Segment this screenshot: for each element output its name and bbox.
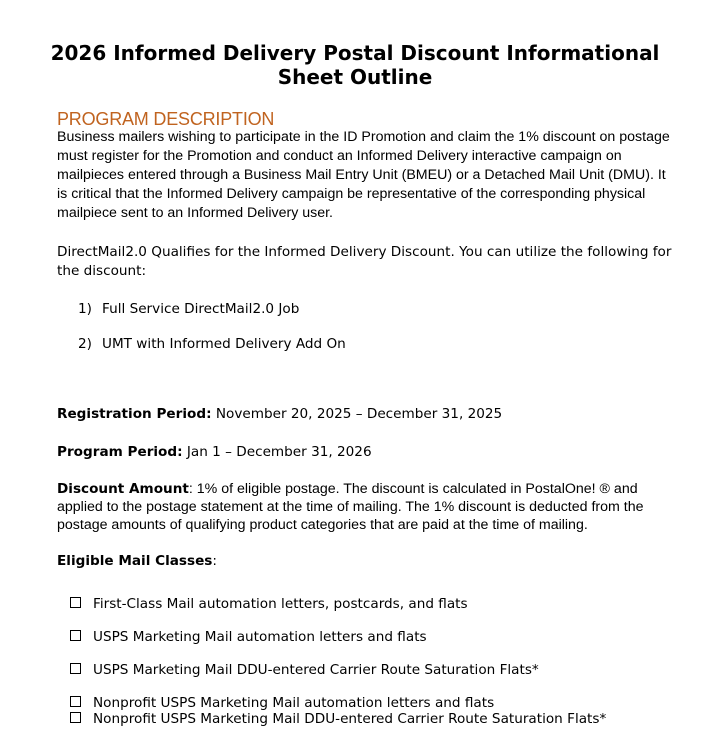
title-line-1: 2026 Informed Delivery Postal Discount Informational [50, 41, 660, 65]
registration-period-label: Registration Period: [57, 406, 212, 422]
mail-class-text: USPS Marketing Mail automation letters and flats [93, 629, 427, 645]
document-title [40, 41, 670, 89]
program-period-value: Jan 1 – December 31, 2026 [182, 444, 372, 460]
mail-class-item [70, 596, 468, 612]
discount-amount-text: : 1% of eligible postage. The discount is calculated in PostalOne! ® and applied to the postage statement at the time of mailing. The 1% discount is deducted from the postage amounts of qualifying product categories that are paid at the time of mailing. [57, 481, 644, 533]
qualifies-paragraph: DirectMail2.0 Qualifies for the Informed Delivery Discount. You can utilize the following for the discount: [57, 244, 672, 279]
checkbox-icon[interactable] [70, 712, 81, 723]
mail-class-item [70, 629, 427, 645]
mail-class-text: USPS Marketing Mail DDU-entered Carrier Route Saturation Flats* [93, 662, 539, 678]
checkbox-icon[interactable] [70, 597, 81, 608]
mail-class-item [70, 695, 494, 711]
eligible-colon: : [212, 553, 217, 569]
option-text: Full Service DirectMail2.0 Job [102, 301, 300, 317]
mail-class-item [70, 662, 539, 678]
program-period [57, 443, 677, 462]
eligible-mail-classes-heading [57, 553, 217, 569]
discount-amount [57, 480, 677, 534]
option-number: 1) [78, 301, 92, 317]
program-description-paragraph: Business mailers wishing to participate in the ID Promotion and claim the 1% discount on postage must register for the Promotion and conduct an Informed Delivery interactive campaign on mailpieces entered through a Business Mail Entry Unit (BMEU) or a Detached Mail Unit (DMU). It is critical that the Informed Delivery campaign be representative of the corresponding physical mailpiece sent to an Informed Delivery user. [57, 129, 670, 221]
mail-class-text: First-Class Mail automation letters, postcards, and flats [93, 596, 468, 612]
mail-class-text: Nonprofit USPS Marketing Mail automation letters and flats [93, 695, 495, 711]
checkbox-icon[interactable] [70, 630, 81, 641]
option-item-2 [78, 336, 346, 352]
option-number: 2) [78, 336, 92, 352]
title-line-2: Sheet Outline [277, 65, 433, 89]
registration-period-value: November 20, 2025 – December 31, 2025 [211, 406, 503, 422]
mail-class-text: Nonprofit USPS Marketing Mail DDU-entered Carrier Route Saturation Flats* [93, 711, 607, 727]
section-heading-program-description: PROGRAM DESCRIPTION [57, 109, 275, 129]
checkbox-icon[interactable] [70, 696, 81, 707]
registration-period [57, 405, 677, 424]
program-period-label: Program Period: [57, 444, 183, 460]
eligible-mail-classes-label: Eligible Mail Classes [57, 553, 213, 569]
option-text: UMT with Informed Delivery Add On [102, 336, 346, 352]
discount-amount-label: Discount Amount [57, 481, 189, 497]
mail-class-item [70, 711, 606, 727]
option-item-1 [78, 301, 299, 317]
checkbox-icon[interactable] [70, 663, 81, 674]
